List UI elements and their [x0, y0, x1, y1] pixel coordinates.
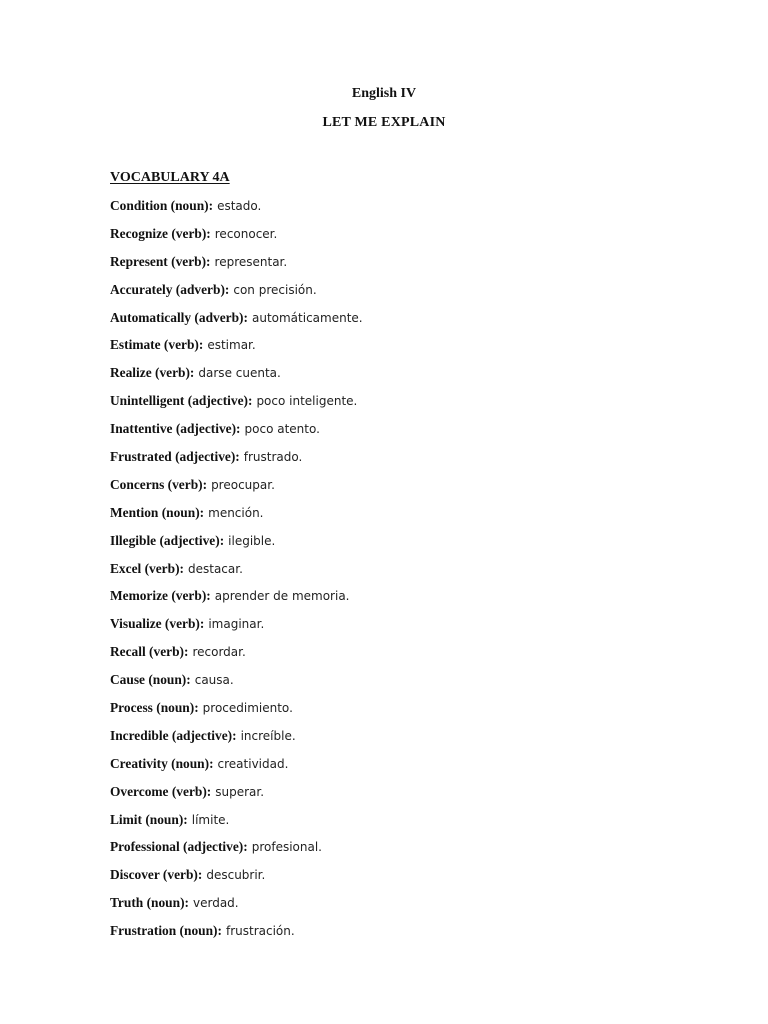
vocabulary-translation: estimar. — [207, 338, 256, 353]
vocabulary-entry — [110, 532, 363, 560]
vocabulary-term: Truth (noun): — [110, 895, 189, 911]
vocabulary-entry — [110, 783, 363, 811]
vocabulary-entry — [110, 364, 363, 392]
vocabulary-term: Overcome (verb): — [110, 783, 212, 799]
vocabulary-translation: aprender de memoria. — [214, 589, 350, 604]
vocabulary-term: Memorize (verb): — [110, 588, 211, 604]
vocabulary-entry — [110, 643, 363, 671]
vocabulary-list — [110, 197, 363, 950]
vocabulary-translation: frustrado. — [243, 450, 303, 465]
vocabulary-term: Process (noun): — [110, 700, 199, 716]
vocabulary-term: Mention (noun): — [110, 504, 205, 520]
vocabulary-translation: poco inteligente. — [256, 394, 358, 409]
vocabulary-translation: poco atento. — [244, 422, 320, 437]
vocabulary-entry — [110, 699, 363, 727]
vocabulary-translation: reconocer. — [214, 226, 278, 241]
vocabulary-translation: ilegible. — [228, 533, 276, 548]
vocabulary-term: Estimate (verb): — [110, 337, 204, 353]
vocabulary-term: Unintelligent (adjective): — [110, 393, 253, 409]
vocabulary-term: Frustration (noun): — [110, 923, 222, 939]
vocabulary-entry — [110, 560, 363, 588]
vocabulary-translation: con precisión. — [233, 282, 317, 297]
vocabulary-translation: automáticamente. — [251, 310, 363, 325]
vocabulary-term: Accurately (adverb): — [110, 281, 230, 297]
vocabulary-entry — [110, 727, 363, 755]
vocabulary-entry — [110, 448, 363, 476]
vocabulary-term: Professional (adjective): — [110, 839, 248, 855]
vocabulary-translation: superar. — [215, 784, 265, 799]
vocabulary-entry — [110, 615, 363, 643]
vocabulary-translation: procedimiento. — [202, 701, 293, 716]
vocabulary-entry — [110, 671, 363, 699]
vocabulary-entry — [110, 866, 363, 894]
vocabulary-translation: frustración. — [225, 924, 295, 939]
vocabulary-entry — [110, 309, 363, 337]
section-title: VOCABULARY 4A — [110, 170, 230, 185]
vocabulary-translation: causa. — [194, 673, 234, 688]
vocabulary-translation: increíble. — [240, 728, 296, 743]
vocabulary-term: Discover (verb): — [110, 867, 203, 883]
vocabulary-entry — [110, 504, 363, 532]
vocabulary-entry — [110, 253, 363, 281]
vocabulary-translation: representar. — [214, 254, 288, 269]
vocabulary-entry — [110, 922, 363, 950]
course-title: English IV — [351, 86, 417, 101]
vocabulary-translation: mención. — [208, 505, 264, 520]
lesson-title: LET ME EXPLAIN — [322, 115, 446, 130]
vocabulary-term: Recall (verb): — [110, 644, 189, 660]
vocabulary-entry — [110, 336, 363, 364]
vocabulary-term: Incredible (adjective): — [110, 727, 237, 743]
vocabulary-translation: imaginar. — [208, 617, 265, 632]
vocabulary-entry — [110, 420, 363, 448]
vocabulary-term: Illegible (adjective): — [110, 532, 225, 548]
vocabulary-term: Cause (noun): — [110, 672, 191, 688]
vocabulary-translation: límite. — [191, 812, 230, 827]
vocabulary-entry — [110, 838, 363, 866]
vocabulary-term: Limit (noun): — [110, 811, 188, 827]
vocabulary-term: Realize (verb): — [110, 365, 195, 381]
vocabulary-term: Excel (verb): — [110, 560, 184, 576]
vocabulary-entry — [110, 587, 363, 615]
vocabulary-term: Represent (verb): — [110, 253, 211, 269]
vocabulary-term: Automatically (adverb): — [110, 309, 248, 325]
vocabulary-term: Creativity (noun): — [110, 755, 214, 771]
vocabulary-translation: verdad. — [193, 896, 239, 911]
vocabulary-entry — [110, 811, 363, 839]
vocabulary-term: Recognize (verb): — [110, 225, 211, 241]
vocabulary-translation: darse cuenta. — [198, 366, 281, 381]
vocabulary-entry — [110, 476, 363, 504]
vocabulary-entry — [110, 281, 363, 309]
vocabulary-entry — [110, 755, 363, 783]
vocabulary-term: Frustrated (adjective): — [110, 449, 240, 465]
vocabulary-entry — [110, 197, 363, 225]
vocabulary-term: Inattentive (adjective): — [110, 421, 241, 437]
vocabulary-translation: preocupar. — [211, 477, 275, 492]
vocabulary-translation: descubrir. — [206, 868, 266, 883]
vocabulary-entry — [110, 225, 363, 253]
vocabulary-term: Condition (noun): — [110, 198, 214, 213]
vocabulary-translation: destacar. — [188, 561, 243, 576]
vocabulary-term: Visualize (verb): — [110, 616, 205, 632]
vocabulary-entry — [110, 392, 363, 420]
vocabulary-translation: estado. — [217, 199, 262, 213]
vocabulary-term: Concerns (verb): — [110, 476, 208, 492]
vocabulary-translation: profesional. — [251, 840, 322, 855]
vocabulary-translation: creatividad. — [217, 756, 289, 771]
vocabulary-entry — [110, 894, 363, 922]
vocabulary-translation: recordar. — [192, 645, 246, 660]
